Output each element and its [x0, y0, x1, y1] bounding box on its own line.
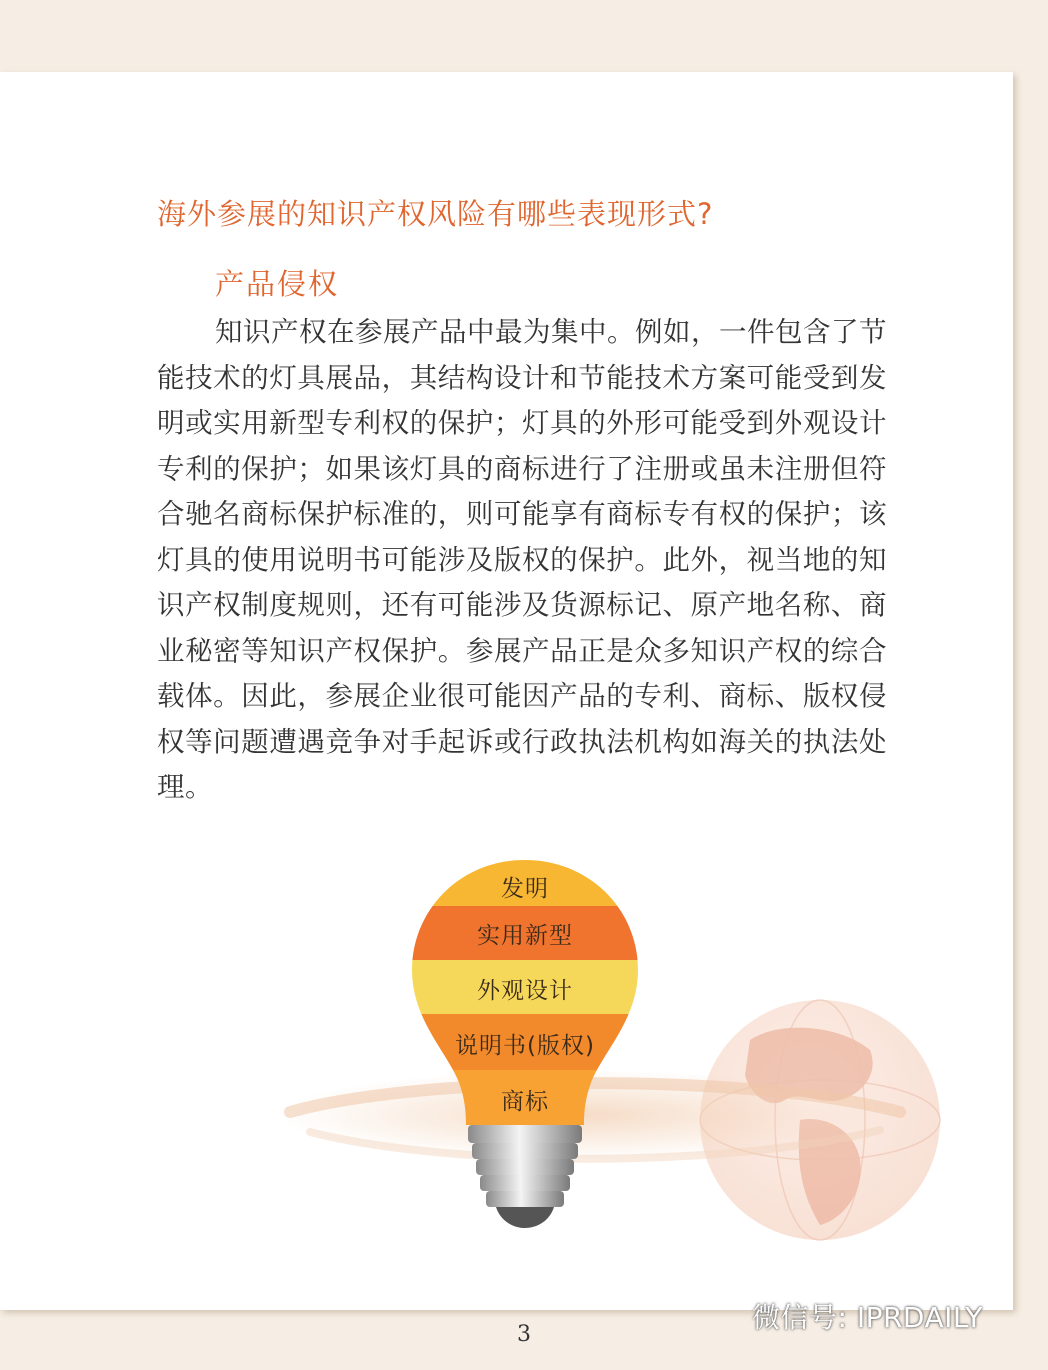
bulb-band-manual-copyright: 说明书(版权) [455, 1033, 595, 1059]
bulb-band-design: 外观设计 [477, 978, 573, 1004]
watermark: 微信号: IPRDAILY [752, 1301, 983, 1334]
lightbulb-illustration [280, 850, 960, 1250]
question-title: 海外参展的知识产权风险有哪些表现形式? [157, 197, 714, 231]
section-heading: 产品侵权 [215, 267, 340, 301]
bulb-base [468, 1125, 582, 1228]
bulb-band-trademark: 商标 [501, 1089, 549, 1115]
bulb-band-invention: 发明 [501, 876, 549, 902]
body-paragraph: 知识产权在参展产品中最为集中。例如，一件包含了节能技术的灯具展品，其结构设计和节能技术方案可能受到发明或实用新型专利权的保护；灯具的外形可能受到外观设计专利的保护；如果该灯具的商标进行了注册或虽未注册但符合驰名商标保护标准的，则可能享有商标专有权的保护；该灯具的使用说明书可能涉及版权的保护。此外，视当地的知识产权制度规则，还有可能涉及货源标记、原产地名称、商业秘密等知识产权保护。参展产品正是众多知识产权的综合载体。因此，参展企业很可能因产品的专利、商标、版权侵权等问题遭遇竞争对手起诉或行政执法机构如海关的执法处理。 [157, 316, 887, 803]
page-number: 3 [517, 1322, 531, 1347]
bulb-band-utility-model: 实用新型 [477, 923, 573, 949]
